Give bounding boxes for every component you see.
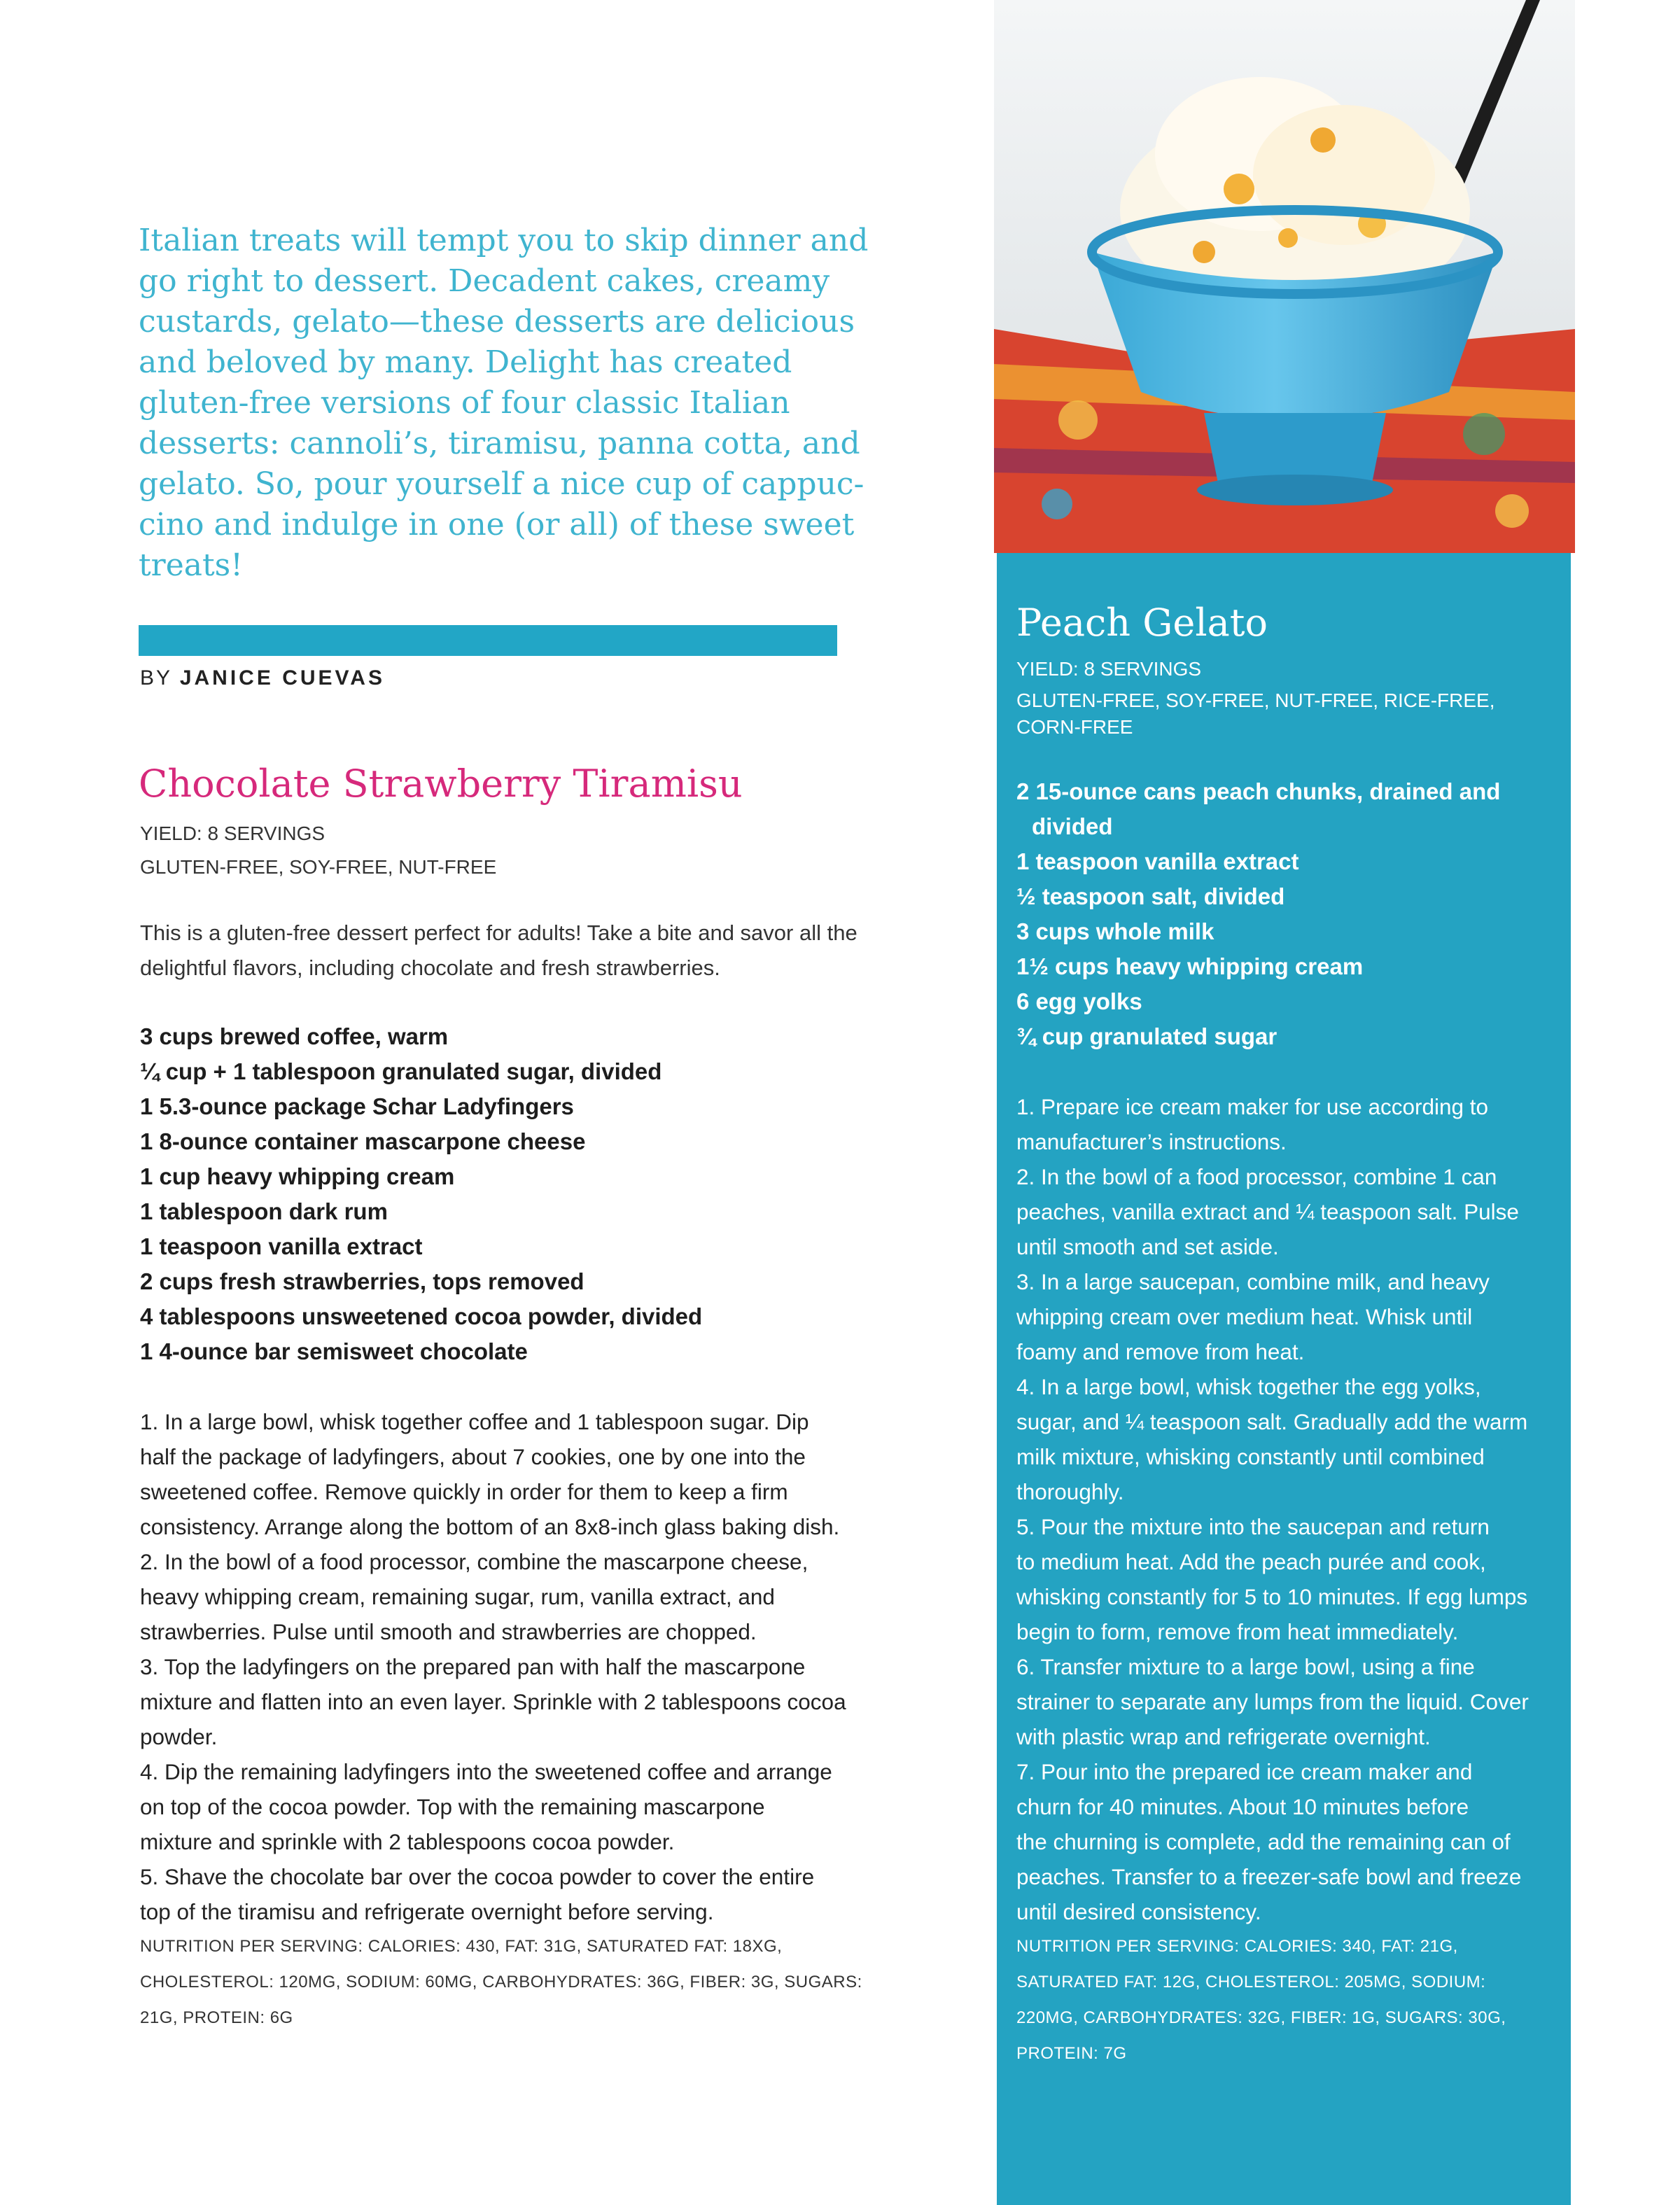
step-line: 7. Pour into the prepared ice cream maker and	[1016, 1759, 1473, 1784]
tiramisu-nutrition	[140, 1928, 882, 2036]
ingredient-item: 1 teaspoon vanilla extract	[140, 1233, 423, 1259]
step-line: 1. In a large bowl, whisk together coffee and 1 tablespoon sugar. Dip	[140, 1409, 809, 1434]
step-line: 6. Transfer mixture to a large bowl, using a fine	[1016, 1654, 1475, 1679]
nutrition-line: NUTRITION PER SERVING: CALORIES: 430, FAT: 31G, SATURATED FAT: 18XG,	[140, 1937, 783, 1956]
intro-line: custards, gelato—these desserts are delicious	[139, 304, 855, 340]
description-line: This is a gluten-free dessert perfect for adults! Take a bite and savor all the	[140, 920, 858, 945]
step-line: powder.	[140, 1724, 218, 1749]
step-line: half the package of ladyfingers, about 7 cookies, one by one into the	[140, 1444, 806, 1469]
tiramisu-dietary: GLUTEN-FREE, SOY-FREE, NUT-FREE	[140, 856, 497, 878]
nutrition-line: 220MG, CARBOHYDRATES: 32G, FIBER: 1G, SUGARS: 30G,	[1016, 2008, 1506, 2027]
gelato-nutrition	[1016, 1928, 1562, 2071]
nutrition-line: SATURATED FAT: 12G, CHOLESTEROL: 205MG, SODIUM:	[1016, 1973, 1486, 1991]
step-line: with plastic wrap and refrigerate overnight.	[1016, 1724, 1431, 1749]
gelato-photo	[994, 0, 1575, 553]
step-line: whisking constantly for 5 to 10 minutes. If egg lumps	[1016, 1584, 1528, 1609]
intro-line: gelato. So, pour yourself a nice cup of cappuc-	[139, 466, 864, 502]
step-line: 1. Prepare ice cream maker for use according to	[1016, 1094, 1489, 1119]
ingredient-item: ¼ cup + 1 tablespoon granulated sugar, divided	[140, 1058, 662, 1084]
accent-divider-bar	[139, 625, 837, 656]
step-line: consistency. Arrange along the bottom of an 8x8-inch glass baking dish.	[140, 1514, 840, 1539]
step-line: mixture and flatten into an even layer. Sprinkle with 2 tablespoons cocoa	[140, 1689, 846, 1714]
ingredient-item: 1 8-ounce container mascarpone cheese	[140, 1128, 586, 1154]
step-line: mixture and sprinkle with 2 tablespoons cocoa powder.	[140, 1829, 675, 1854]
step-line: foamy and remove from heat.	[1016, 1339, 1305, 1364]
step-line: sugar, and ¼ teaspoon salt. Gradually add the warm	[1016, 1409, 1528, 1434]
ingredient-item: 1 4-ounce bar semisweet chocolate	[140, 1338, 528, 1364]
intro-line: cino and indulge in one (or all) of these sweet	[139, 507, 855, 542]
tiramisu-ingredients	[140, 1019, 868, 1369]
tiramisu-meta	[140, 817, 496, 884]
step-line: until smooth and set aside.	[1016, 1234, 1279, 1259]
step-line: 2. In the bowl of a food processor, combine the mascarpone cheese,	[140, 1549, 808, 1574]
gelato-meta	[1016, 652, 1494, 741]
ingredient-item: 1 cup heavy whipping cream	[140, 1163, 455, 1189]
gelato-yield: YIELD: 8 SERVINGS	[1016, 658, 1202, 680]
tiramisu-title: Chocolate Strawberry Tiramisu	[139, 762, 743, 806]
step-line: peaches. Transfer to a freezer-safe bowl and freeze	[1016, 1864, 1522, 1889]
ingredient-item: divided	[1032, 813, 1113, 839]
step-line: churn for 40 minutes. About 10 minutes before	[1016, 1794, 1469, 1819]
gelato-ingredients	[1016, 774, 1562, 1054]
ingredient-item: 1 5.3-ounce package Schar Ladyfingers	[140, 1093, 574, 1119]
gelato-title: Peach Gelato	[1016, 601, 1268, 645]
dietary-line: CORN-FREE	[1016, 716, 1133, 738]
step-line: 5. Shave the chocolate bar over the cocoa powder to cover the entire	[140, 1864, 815, 1889]
step-line: heavy whipping cream, remaining sugar, rum, vanilla extract, and	[140, 1584, 775, 1609]
ingredient-item: 2 15-ounce cans peach chunks, drained and	[1016, 778, 1501, 804]
intro-line: go right to dessert. Decadent cakes, creamy	[139, 263, 830, 299]
step-line: the churning is complete, add the remaining can of	[1016, 1829, 1511, 1854]
step-line: until desired consistency.	[1016, 1899, 1261, 1924]
step-line: 4. Dip the remaining ladyfingers into the sweetened coffee and arrange	[140, 1759, 832, 1784]
ingredient-item: 1 tablespoon dark rum	[140, 1198, 388, 1224]
intro-paragraph	[139, 220, 869, 586]
step-line: milk mixture, whisking constantly until combined	[1016, 1444, 1485, 1469]
ingredient-item: 4 tablespoons unsweetened cocoa powder, divided	[140, 1303, 703, 1329]
nutrition-line: PROTEIN: 7G	[1016, 2044, 1127, 2063]
ingredient-item: ¾ cup granulated sugar	[1016, 1023, 1278, 1049]
step-line: thoroughly.	[1016, 1479, 1124, 1504]
ingredient-item: 3 cups whole milk	[1016, 918, 1214, 944]
step-line: top of the tiramisu and refrigerate overnight before serving.	[140, 1899, 714, 1924]
intro-line: Italian treats will tempt you to skip dinner and	[139, 223, 869, 258]
step-line: 5. Pour the mixture into the saucepan and return	[1016, 1514, 1490, 1539]
gelato-steps	[1016, 1089, 1562, 1929]
intro-line: desserts: cannoli’s, tiramisu, panna cotta, and	[139, 426, 860, 461]
step-line: sweetened coffee. Remove quickly in order for them to keep a firm	[140, 1479, 788, 1504]
step-line: 4. In a large bowl, whisk together the egg yolks,	[1016, 1374, 1481, 1399]
intro-line: treats!	[139, 547, 243, 583]
nutrition-line: NUTRITION PER SERVING: CALORIES: 340, FAT: 21G,	[1016, 1937, 1458, 1956]
step-line: whipping cream over medium heat. Whisk until	[1016, 1304, 1473, 1329]
step-line: begin to form, remove from heat immediately.	[1016, 1619, 1459, 1644]
byline-prefix: BY	[140, 666, 172, 690]
step-line: to medium heat. Add the peach purée and cook,	[1016, 1549, 1486, 1574]
ingredient-item: ½ teaspoon salt, divided	[1016, 883, 1285, 909]
gelato-dietary	[1016, 687, 1494, 741]
nutrition-line: 21G, PROTEIN: 6G	[140, 2008, 293, 2027]
tiramisu-description	[140, 916, 868, 986]
intro-line: gluten-free versions of four classic Italian	[139, 385, 790, 421]
tiramisu-steps	[140, 1404, 882, 1929]
step-line: strainer to separate any lumps from the liquid. Cover	[1016, 1689, 1529, 1714]
intro-line: and beloved by many. Delight has created	[139, 344, 792, 380]
step-line: peaches, vanilla extract and ¼ teaspoon salt. Pulse	[1016, 1199, 1519, 1224]
ingredient-item: 6 egg yolks	[1016, 988, 1142, 1014]
step-line: manufacturer’s instructions.	[1016, 1129, 1287, 1154]
nutrition-line: CHOLESTEROL: 120MG, SODIUM: 60MG, CARBOHYDRATES: 36G, FIBER: 3G, SUGARS:	[140, 1973, 862, 1991]
step-line: on top of the cocoa powder. Top with the remaining mascarpone	[140, 1794, 765, 1819]
ingredient-item: 3 cups brewed coffee, warm	[140, 1023, 449, 1049]
gelato-bowl-illustration	[994, 0, 1575, 553]
step-line: strawberries. Pulse until smooth and strawberries are chopped.	[140, 1619, 757, 1644]
ingredient-item: 2 cups fresh strawberries, tops removed	[140, 1268, 584, 1294]
ingredient-item: 1 teaspoon vanilla extract	[1016, 848, 1299, 874]
description-line: delightful flavors, including chocolate and fresh strawberries.	[140, 955, 720, 980]
step-line: 3. Top the ladyfingers on the prepared pan with half the mascarpone	[140, 1654, 806, 1679]
byline-author: JANICE CUEVAS	[179, 666, 385, 690]
tiramisu-yield: YIELD: 8 SERVINGS	[140, 822, 326, 844]
step-line: 2. In the bowl of a food processor, combine 1 can	[1016, 1164, 1497, 1189]
byline	[140, 666, 385, 690]
ingredient-item: 1½ cups heavy whipping cream	[1016, 953, 1364, 979]
step-line: 3. In a large saucepan, combine milk, and heavy	[1016, 1269, 1490, 1294]
dietary-line: GLUTEN-FREE, SOY-FREE, NUT-FREE, RICE-FREE,	[1016, 690, 1495, 711]
